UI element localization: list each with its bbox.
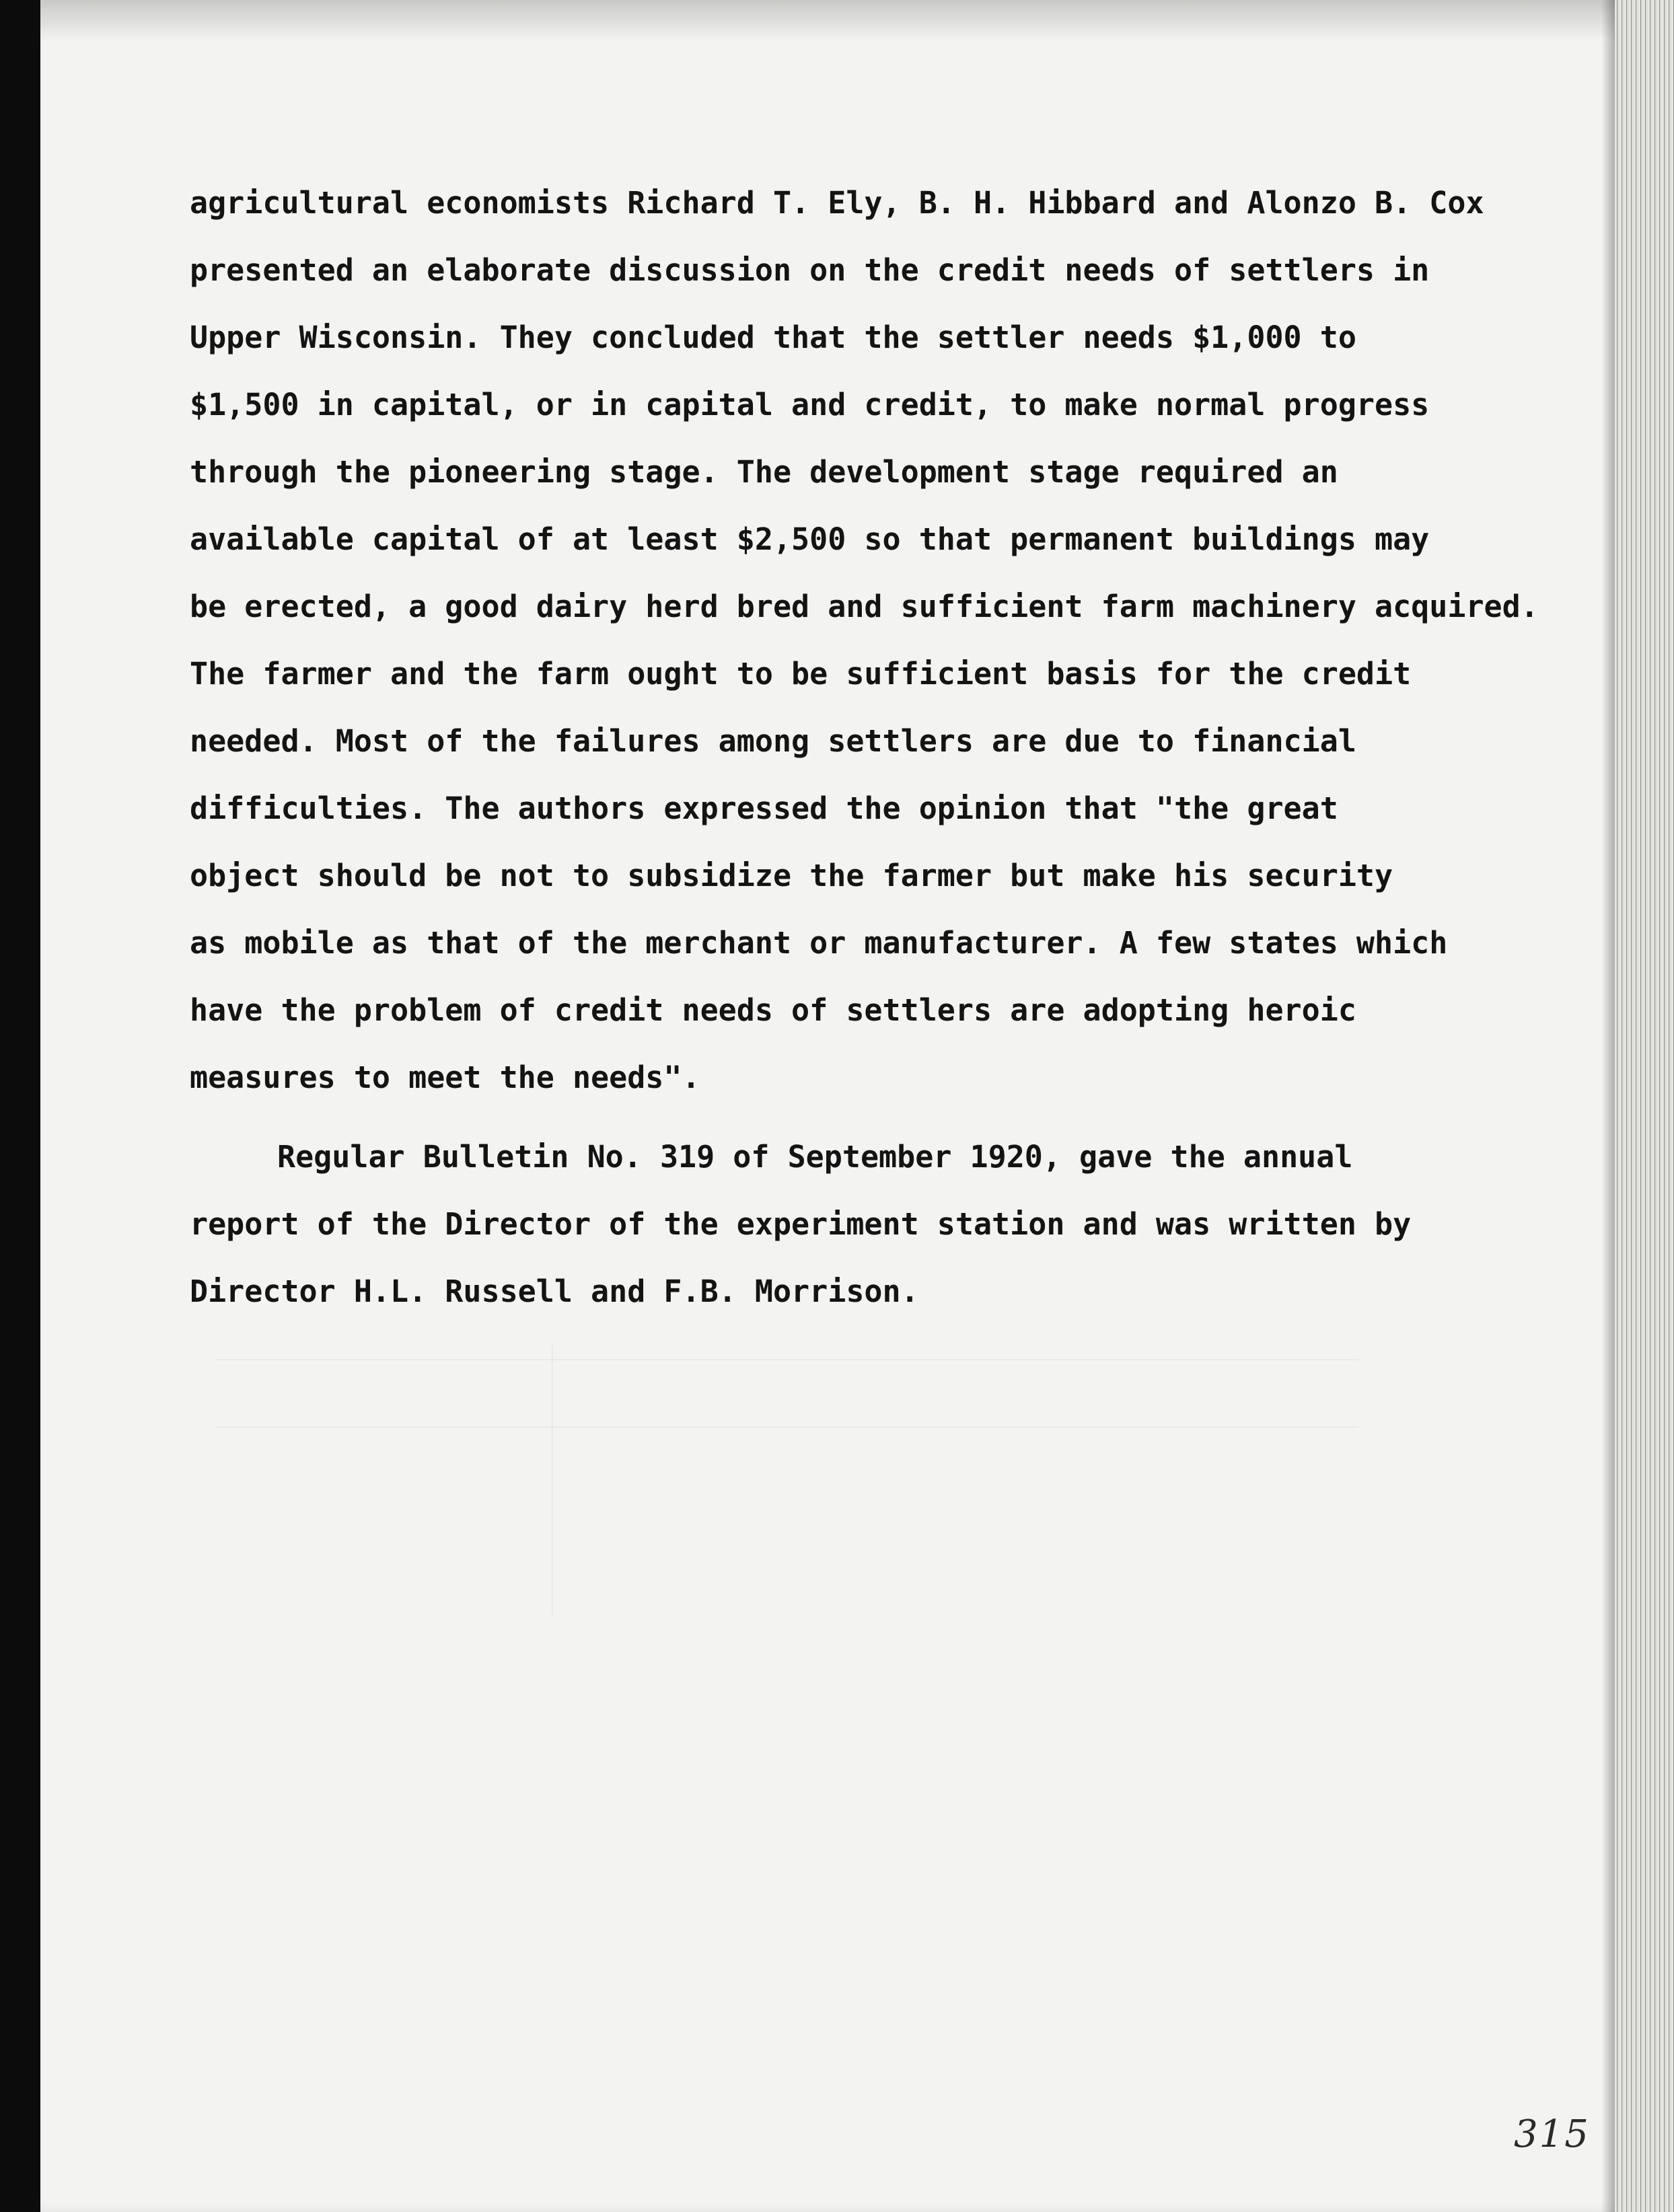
text-line: Regular Bulletin No. 319 of September 1920, gave the annual — [277, 1139, 1353, 1175]
text-line: object should be not to subsidize the farmer but make his security — [190, 858, 1393, 893]
page-number: 315 — [1514, 2112, 1590, 2156]
bleed-through-mark — [215, 1426, 1359, 1428]
text-line: have the problem of credit needs of settlers are adopting heroic — [190, 992, 1356, 1028]
text-line: Director H.L. Russell and F.B. Morrison. — [190, 1274, 919, 1309]
text-line: Upper Wisconsin. They concluded that the settler needs $1,000 to — [190, 320, 1356, 355]
body-text — [190, 170, 1542, 1325]
text-line: The farmer and the farm ought to be sufficient basis for the credit — [190, 656, 1412, 692]
text-line: measures to meet the needs". — [190, 1060, 700, 1095]
page-stack-edge — [1615, 0, 1674, 2212]
document-page — [40, 0, 1630, 2212]
text-line: available capital of at least $2,500 so that permanent buildings may — [190, 521, 1430, 557]
text-line: be erected, a good dairy herd bred and sufficient farm machinery acquired. — [190, 589, 1539, 624]
bleed-through-mark — [215, 1359, 1359, 1360]
text-line: agricultural economists Richard T. Ely, B. H. Hibbard and Alonzo B. Cox — [190, 185, 1484, 221]
text-line: presented an elaborate discussion on the credit needs of settlers in — [190, 252, 1430, 288]
text-line: difficulties. The authors expressed the opinion that "the great — [190, 790, 1338, 826]
text-line: through the pioneering stage. The development stage required an — [190, 454, 1338, 490]
paragraph-gap — [190, 1111, 1542, 1123]
bleed-through-mark — [552, 1345, 553, 1615]
text-line: $1,500 in capital, or in capital and credit, to make normal progress — [190, 387, 1430, 422]
text-line: needed. Most of the failures among settlers are due to financial — [190, 723, 1356, 759]
text-line: as mobile as that of the merchant or manufacturer. A few states which — [190, 925, 1448, 961]
text-line: report of the Director of the experiment station and was written by — [190, 1206, 1412, 1242]
page-top-shadow — [40, 0, 1630, 40]
